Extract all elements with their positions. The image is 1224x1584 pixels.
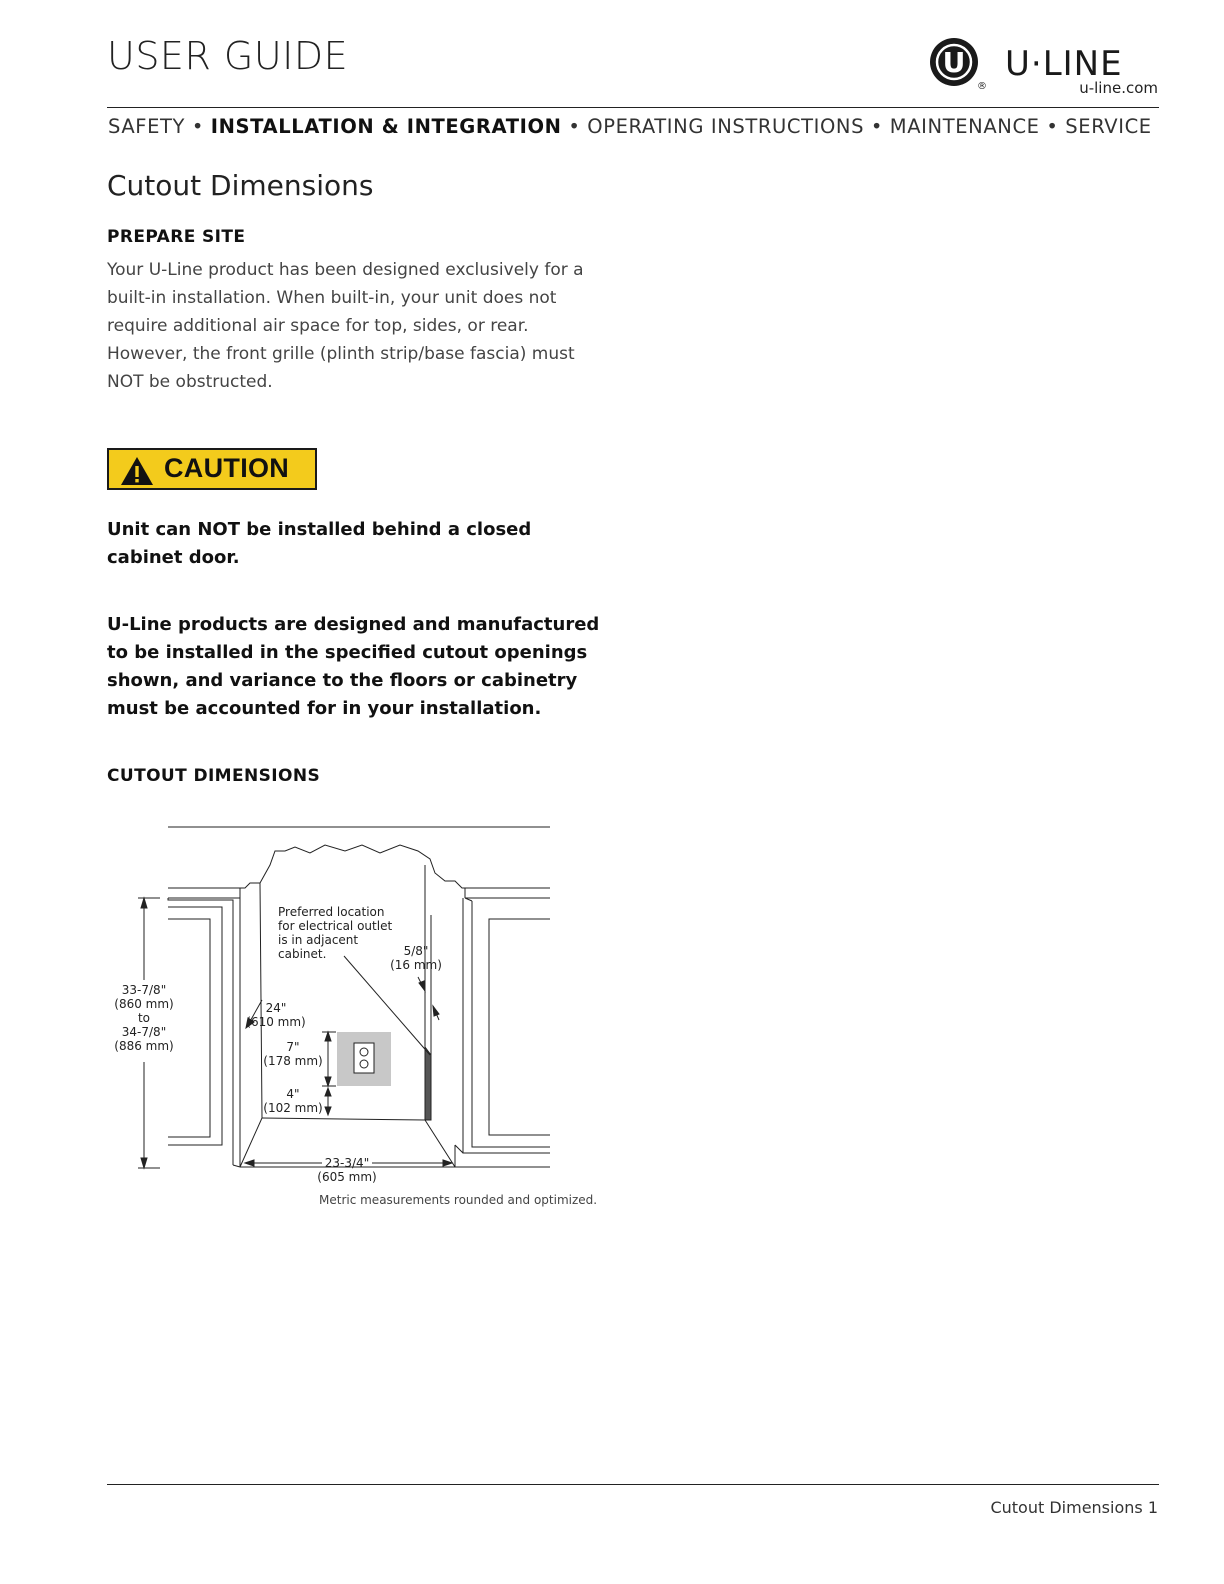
nav-separator: • xyxy=(1039,115,1066,138)
height-dim-label: to xyxy=(137,1011,151,1025)
warning-text-cutout: U-Line products are designed and manufactured to be installed in the specified cutout openings shown, and variance to the floors or cabinetry must be accounted for in your installation. xyxy=(107,614,600,719)
depth-dim-label: (610 mm) xyxy=(246,1015,306,1029)
nav-separator: • xyxy=(185,115,211,138)
prepare-site-body: Your U-Line product has been designed exclusively for a built-in installation. When built-in, your unit does not require additional air space for top, sides, or rear. However, the front grille (plinth strip/base fascia) must NOT be obstructed. xyxy=(107,260,584,392)
section-nav xyxy=(108,115,1158,138)
width-dim-label: 23-3/4" xyxy=(324,1156,370,1170)
cutout-diagram xyxy=(100,815,600,1195)
nav-item-maintenance[interactable]: MAINTENANCE xyxy=(889,115,1040,138)
warning-text-cabinet-door: Unit can NOT be installed behind a closed cabinet door. xyxy=(107,519,532,568)
section-title: Cutout Dimensions xyxy=(107,169,374,202)
website-link[interactable]: u-line.com xyxy=(1079,79,1158,97)
caution-label: CAUTION xyxy=(164,453,290,483)
logo-mark-letter: U xyxy=(942,46,966,79)
right-cabinet-door xyxy=(489,919,550,1135)
torn-countertop-edge xyxy=(168,845,550,888)
warning-triangle-icon xyxy=(120,456,154,486)
footer-divider xyxy=(107,1484,1159,1485)
reveal-dim-label: (16 mm) xyxy=(390,958,442,972)
nav-separator: • xyxy=(864,115,890,138)
outlet-height-label: (178 mm) xyxy=(263,1054,323,1068)
reveal-dim-label: 5/8" xyxy=(403,944,429,958)
outlet-note-line: Preferred location xyxy=(278,905,385,919)
outlet-note-line: is in adjacent xyxy=(278,933,359,947)
nav-item-service[interactable]: SERVICE xyxy=(1065,115,1152,138)
nav-separator: • xyxy=(561,115,588,138)
side-panel-shade xyxy=(425,1047,431,1120)
outlet-floor-label: 4" xyxy=(286,1087,300,1101)
logo-wordmark: U·LINE xyxy=(1005,44,1123,84)
depth-dim-label: 24" xyxy=(265,1001,287,1015)
right-cabinet-edge xyxy=(463,898,550,1153)
header-divider xyxy=(107,107,1159,108)
prepare-site-heading: PREPARE SITE xyxy=(107,227,246,247)
registered-mark: ® xyxy=(977,81,987,92)
nav-item-operating[interactable]: OPERATING INSTRUCTIONS xyxy=(587,115,865,138)
width-dim-label: (605 mm) xyxy=(317,1170,377,1184)
metric-note: Metric measurements rounded and optimized. xyxy=(319,1193,598,1207)
height-dim-label: 33-7/8" xyxy=(121,983,167,997)
height-dim-label: (886 mm) xyxy=(114,1039,174,1053)
outlet-note-line: for electrical outlet xyxy=(278,919,393,933)
page-footer: Cutout Dimensions 1 xyxy=(990,1498,1158,1517)
left-cabinet-door xyxy=(168,919,210,1137)
nav-item-installation[interactable]: INSTALLATION & INTEGRATION xyxy=(210,115,562,138)
cutout-dimensions-heading: CUTOUT DIMENSIONS xyxy=(107,766,321,786)
nav-item-safety[interactable]: SAFETY xyxy=(108,115,186,138)
outlet-height-label: 7" xyxy=(286,1040,300,1054)
height-dim-label: (860 mm) xyxy=(114,997,174,1011)
caution-badge xyxy=(107,448,317,490)
outlet-note-line: cabinet. xyxy=(278,947,327,961)
height-dim-label: 34-7/8" xyxy=(121,1025,167,1039)
guide-title: USER GUIDE xyxy=(107,34,349,78)
outlet-floor-label: (102 mm) xyxy=(263,1101,323,1115)
left-cabinet-edge xyxy=(168,898,233,1165)
